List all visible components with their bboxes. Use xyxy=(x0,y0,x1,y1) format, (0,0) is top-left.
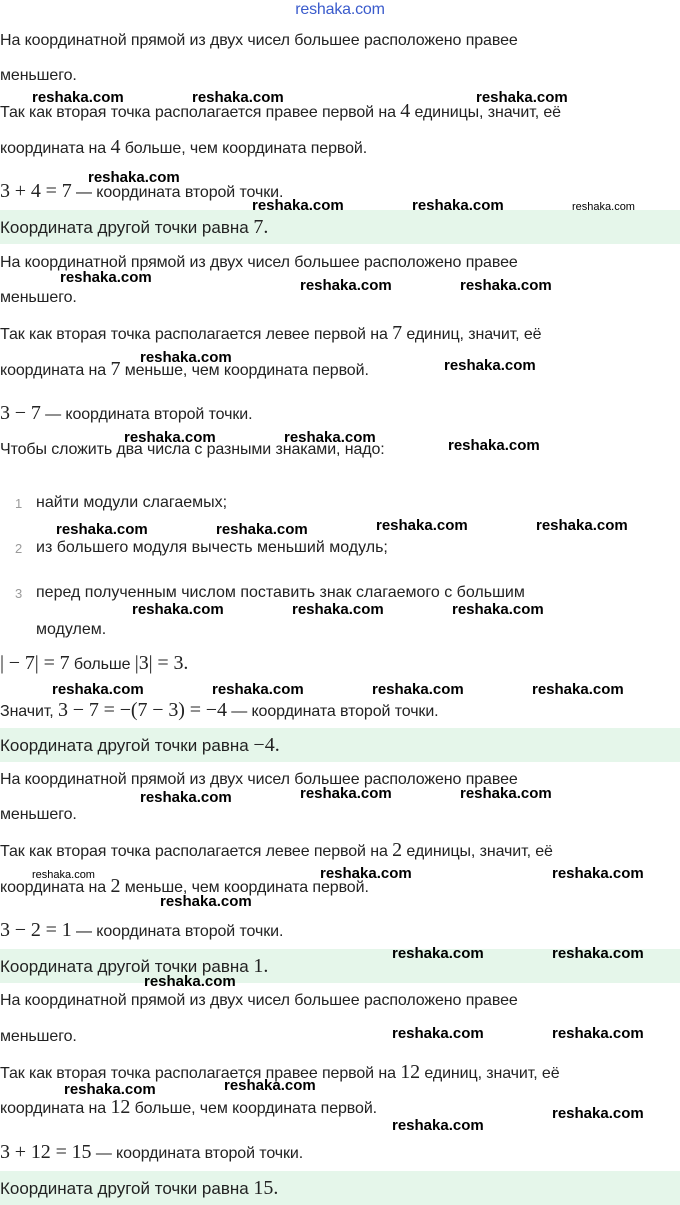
watermark: reshaka.com xyxy=(444,357,536,374)
modulus-a: | − 7| = 7 xyxy=(0,652,70,674)
answer-line xyxy=(0,735,280,756)
rule-line-1: На координатной прямой из двух чисел большее расположено правее xyxy=(0,771,518,788)
watermark: reshaka.com xyxy=(32,869,95,881)
move-number: 12 xyxy=(400,1061,421,1083)
coord-text-end: меньше, чем координата первой. xyxy=(120,879,369,896)
rule-intro: Чтобы сложить два числа с разными знаками, надо: xyxy=(0,441,385,458)
conclusion-text: Значит, xyxy=(0,703,58,720)
calc-formula: 3 − 2 = 1 xyxy=(0,919,72,941)
watermark: reshaka.com xyxy=(64,1081,156,1098)
rule-line-2: меньшего. xyxy=(0,67,77,84)
watermark: reshaka.com xyxy=(320,865,412,882)
watermark: reshaka.com xyxy=(460,277,552,294)
watermark: reshaka.com xyxy=(32,89,124,106)
coord-line xyxy=(0,1097,377,1119)
coord-line xyxy=(0,137,367,159)
move-number: 4 xyxy=(400,100,411,122)
watermark: reshaka.com xyxy=(300,785,392,802)
calc-line xyxy=(0,1142,303,1164)
move-text-end: единиц, значит, её xyxy=(420,1065,560,1082)
watermark: reshaka.com xyxy=(412,197,504,214)
modulus-text: больше xyxy=(69,656,135,673)
watermark: reshaka.com xyxy=(52,681,144,698)
site-logo[interactable]: reshaka.com xyxy=(295,1,385,18)
watermark: reshaka.com xyxy=(300,277,392,294)
coord-number: 7 xyxy=(110,358,121,380)
move-text-end: единицы, значит, её xyxy=(402,843,553,860)
watermark: reshaka.com xyxy=(572,201,635,213)
move-number: 7 xyxy=(392,322,403,344)
watermark: reshaka.com xyxy=(140,349,232,366)
move-text: Так как вторая точка располагается правее первой на xyxy=(0,1065,401,1082)
answer-value: 7. xyxy=(253,216,269,238)
conclusion-line xyxy=(0,700,439,722)
calc-text: — координата второй точки. xyxy=(71,184,284,201)
coord-text-end: меньше, чем координата первой. xyxy=(120,362,369,379)
list-item-cont: модулем. xyxy=(36,621,107,638)
coord-text: координата на xyxy=(0,362,111,379)
calc-text: — координата второй точки. xyxy=(40,406,253,423)
watermark: reshaka.com xyxy=(56,521,148,538)
answer-text: Координата другой точки равна xyxy=(0,957,254,976)
watermark: reshaka.com xyxy=(452,601,544,618)
calc-formula: 3 + 12 = 15 xyxy=(0,1141,92,1163)
coord-text: координата на xyxy=(0,879,111,896)
rule-line-2: меньшего. xyxy=(0,806,77,823)
calc-text: — координата второй точки. xyxy=(91,1145,304,1162)
watermark: reshaka.com xyxy=(372,681,464,698)
rule-line-2: меньшего. xyxy=(0,1028,77,1045)
move-line xyxy=(0,840,553,862)
watermark: reshaka.com xyxy=(292,601,384,618)
answer-box xyxy=(0,210,680,244)
coord-number: 4 xyxy=(110,136,121,158)
watermark: reshaka.com xyxy=(552,1025,644,1042)
watermark: reshaka.com xyxy=(552,945,644,962)
watermark: reshaka.com xyxy=(124,429,216,446)
answer-line xyxy=(0,217,268,238)
coord-text: координата на xyxy=(0,1100,111,1117)
watermark: reshaka.com xyxy=(552,865,644,882)
watermark: reshaka.com xyxy=(132,601,224,618)
list-item-number: 2 xyxy=(15,541,23,556)
list-item: перед полученным числом поставить знак слагаемого с большим xyxy=(36,584,525,601)
watermark: reshaka.com xyxy=(460,785,552,802)
answer-box xyxy=(0,728,680,762)
watermark: reshaka.com xyxy=(216,521,308,538)
answer-line xyxy=(0,1178,278,1199)
watermark: reshaka.com xyxy=(392,1117,484,1134)
watermark: reshaka.com xyxy=(392,1025,484,1042)
watermark: reshaka.com xyxy=(536,517,628,534)
coord-text-end: больше, чем координата первой. xyxy=(120,140,368,157)
rule-line-1: На координатной прямой из двух чисел большее расположено правее xyxy=(0,32,518,49)
calc-text: — координата второй точки. xyxy=(71,923,284,940)
answer-text: Координата другой точки равна xyxy=(0,1179,254,1198)
list-item-number: 3 xyxy=(15,586,23,601)
watermark: reshaka.com xyxy=(140,789,232,806)
watermark: reshaka.com xyxy=(532,681,624,698)
watermark: reshaka.com xyxy=(88,169,180,186)
watermark: reshaka.com xyxy=(212,681,304,698)
watermark: reshaka.com xyxy=(252,197,344,214)
watermark: reshaka.com xyxy=(144,973,236,990)
modulus-line xyxy=(0,653,188,675)
move-number: 2 xyxy=(392,839,403,861)
calc-formula: 3 + 4 = 7 xyxy=(0,180,72,202)
conclusion-formula: 3 − 7 = −(7 − 3) = −4 xyxy=(57,699,227,721)
watermark: reshaka.com xyxy=(60,269,152,286)
rule-line-1: На координатной прямой из двух чисел большее расположено правее xyxy=(0,254,518,271)
watermark: reshaka.com xyxy=(160,893,252,910)
answer-text: Координата другой точки равна xyxy=(0,736,254,755)
answer-text: Координата другой точки равна xyxy=(0,218,254,237)
calc-line xyxy=(0,403,252,425)
list-item: из большего модуля вычесть меньший модуль; xyxy=(36,539,388,556)
list-item: найти модули слагаемых; xyxy=(36,494,228,511)
modulus-b: |3| = 3. xyxy=(134,652,189,674)
watermark: reshaka.com xyxy=(376,517,468,534)
move-text: Так как вторая точка располагается левее первой на xyxy=(0,326,393,343)
rule-line-1: На координатной прямой из двух чисел большее расположено правее xyxy=(0,992,518,1009)
watermark: reshaka.com xyxy=(476,89,568,106)
calc-line xyxy=(0,920,283,942)
coord-text: координата на xyxy=(0,140,111,157)
watermark: reshaka.com xyxy=(284,429,376,446)
watermark: reshaka.com xyxy=(192,89,284,106)
answer-value: −4. xyxy=(253,734,280,756)
answer-box xyxy=(0,1171,680,1205)
watermark: reshaka.com xyxy=(224,1077,316,1094)
move-text-end: единиц, значит, её xyxy=(402,326,542,343)
move-text: Так как вторая точка располагается левее первой на xyxy=(0,843,393,860)
list-item-number: 1 xyxy=(15,496,23,511)
move-text: Так как вторая точка располагается правее первой на xyxy=(0,104,401,121)
coord-text-end: больше, чем координата первой. xyxy=(130,1100,378,1117)
rule-line-2: меньшего. xyxy=(0,289,77,306)
watermark: reshaka.com xyxy=(552,1105,644,1122)
answer-value: 1. xyxy=(253,955,269,977)
watermark: reshaka.com xyxy=(448,437,540,454)
calc-formula: 3 − 7 xyxy=(0,402,41,424)
move-text-end: единицы, значит, её xyxy=(410,104,561,121)
watermark: reshaka.com xyxy=(392,945,484,962)
move-line xyxy=(0,323,541,345)
answer-value: 15. xyxy=(253,1177,279,1199)
conclusion-text-end: — координата второй точки. xyxy=(226,703,439,720)
coord-number: 12 xyxy=(110,1096,131,1118)
coord-number: 2 xyxy=(110,875,121,897)
